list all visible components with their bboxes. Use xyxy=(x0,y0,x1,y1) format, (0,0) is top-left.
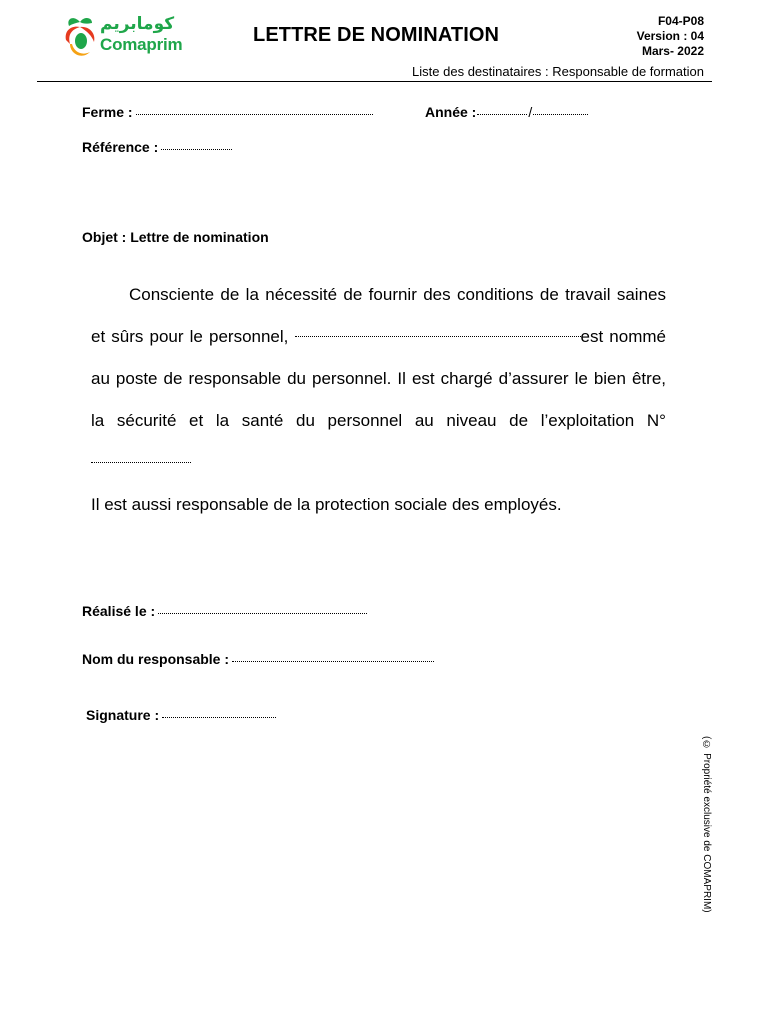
realise-field xyxy=(82,603,367,619)
document-date: Mars- 2022 xyxy=(641,44,704,58)
body-text-2: est nommé au poste de responsable du personnel. Il est chargé d’assurer le bien être, la sécurité et la santé du personnel au niveau de l’exploitation N° xyxy=(91,327,666,430)
exploitation-number-blank[interactable] xyxy=(91,462,191,463)
company-logo xyxy=(60,14,200,62)
nom-responsable-blank[interactable] xyxy=(232,661,434,662)
logo-latin-text: Comaprim xyxy=(100,35,183,54)
signature-blank[interactable] xyxy=(162,717,276,718)
annee-separator: / xyxy=(528,104,533,120)
reference-field xyxy=(82,139,232,155)
signature-label: Signature : xyxy=(86,707,160,723)
document-code: F04-P08 xyxy=(657,14,704,28)
ferme-blank[interactable] xyxy=(136,114,373,115)
signature-field xyxy=(86,707,276,723)
nom-responsable-label: Nom du responsable : xyxy=(82,651,230,667)
ownership-note: (© Propriété exclusive de COMAPRIM) xyxy=(701,736,712,913)
reference-label: Référence : xyxy=(82,139,159,155)
reference-blank[interactable] xyxy=(161,149,232,150)
document-title: LETTRE DE NOMINATION xyxy=(253,24,500,46)
ferme-label: Ferme : xyxy=(82,104,133,120)
recipients-line: Liste des destinataires : Responsable de formation xyxy=(412,64,704,79)
header-divider xyxy=(37,81,712,82)
annee-blank-1[interactable] xyxy=(477,114,527,115)
nom-responsable-field xyxy=(82,651,434,667)
document-version: Version : 04 xyxy=(636,29,704,43)
document-meta xyxy=(637,14,704,59)
body-text-3: Il est aussi responsable de la protection sociale des employés. xyxy=(91,495,562,514)
employee-name-blank[interactable] xyxy=(295,336,581,337)
ferme-field xyxy=(82,104,373,120)
body-paragraph xyxy=(91,274,666,526)
fruit-logo-icon xyxy=(60,14,100,60)
body-text-1: Consciente de la nécessité de fournir des conditions de travail saines et sûrs pour le personnel, xyxy=(91,285,666,346)
annee-blank-2[interactable] xyxy=(533,114,588,115)
annee-field xyxy=(425,104,588,120)
realise-label: Réalisé le : xyxy=(82,603,156,619)
logo-arabic-text: كومابريم xyxy=(100,14,175,34)
realise-blank[interactable] xyxy=(158,613,367,614)
annee-label: Année : xyxy=(425,104,477,120)
objet-line: Objet : Lettre de nomination xyxy=(82,229,269,245)
